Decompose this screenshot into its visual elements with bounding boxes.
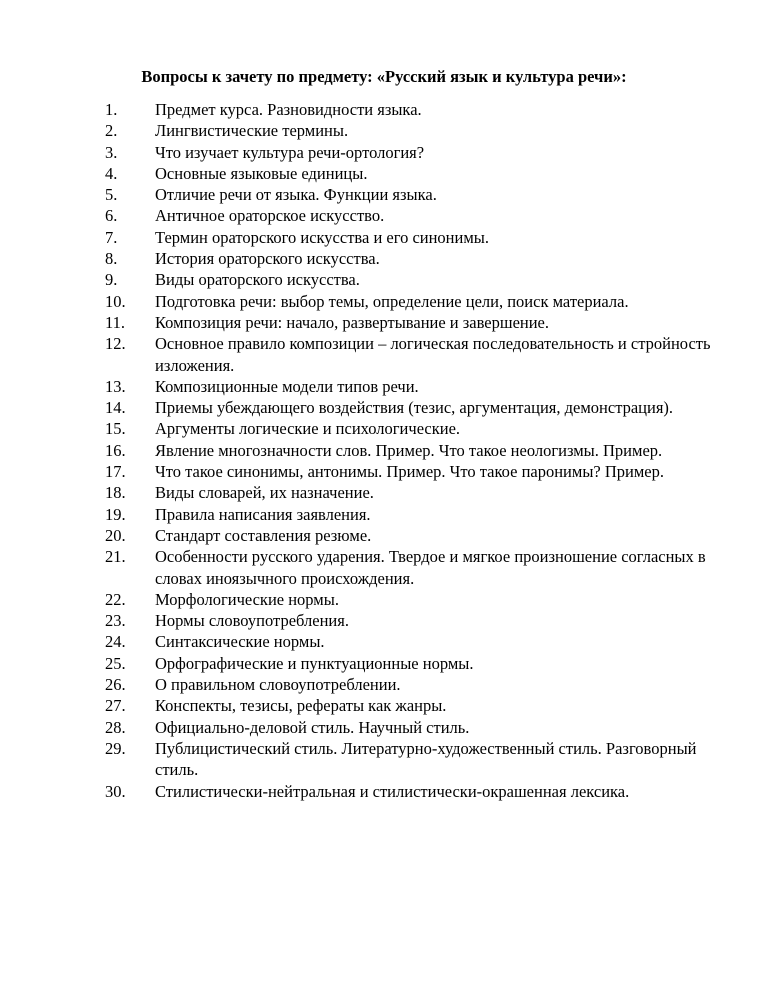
item-number: 14. [105, 398, 126, 418]
item-text: Предмет курса. Разновидности языка. [155, 100, 422, 119]
item-text: Правила написания заявления. [155, 504, 371, 524]
list-item [105, 525, 715, 546]
list-item [105, 397, 715, 418]
list-item [105, 142, 715, 163]
item-text: Подготовка речи: выбор темы, определение цели, поиск материала. [155, 291, 629, 311]
list-item [105, 440, 715, 461]
item-text: Основное правило композиции – логическая последовательность и стройность изложения. [155, 334, 711, 375]
item-number: 11. [105, 312, 126, 332]
item-number: 28. [105, 717, 126, 737]
item-text: Особенности русского ударения. Твердое и мягкое произношение согласных в словах иноязычного происхождения. [155, 547, 706, 588]
list-item [105, 482, 715, 503]
item-number: 12. [105, 334, 126, 354]
item-text: Виды словарей, их назначение. [155, 483, 374, 503]
item-text: Что такое синонимы, антонимы. Пример. Что такое паронимы? Пример. [155, 462, 665, 482]
item-number: 15. [105, 419, 126, 439]
item-number: 1. [105, 100, 118, 119]
item-number: 4. [105, 163, 118, 183]
item-text: Приемы убеждающего воздействия (тезис, аргументация, демонстрация). [155, 398, 674, 418]
item-number: 5. [105, 185, 118, 205]
item-number: 17. [105, 462, 126, 482]
item-text: Конспекты, тезисы, рефераты как жанры. [155, 696, 447, 716]
list-item [105, 184, 715, 205]
item-number: 26. [105, 675, 126, 695]
item-text: Композиция речи: начало, развертывание и завершение. [155, 312, 550, 332]
item-number: 16. [105, 440, 126, 460]
item-text: Лингвистические термины. [155, 121, 349, 141]
list-item [105, 205, 715, 226]
item-text: Отличие речи от языка. Функции языка. [155, 185, 437, 205]
list-item [105, 674, 715, 695]
item-number: 18. [105, 483, 126, 503]
list-item [105, 631, 715, 652]
item-number: 22. [105, 589, 126, 609]
item-number: 19. [105, 504, 126, 524]
item-number: 9. [105, 270, 118, 290]
item-number: 3. [105, 142, 118, 162]
document-title: Вопросы к зачету по предмету: «Русский язык и культура речи»: [141, 67, 627, 86]
list-item [105, 461, 715, 482]
item-number: 7. [105, 227, 118, 247]
item-text: Аргументы логические и психологические. [155, 419, 461, 439]
item-number: 10. [105, 291, 126, 311]
item-text: Что изучает культура речи-ортология? [155, 142, 425, 162]
list-item [105, 120, 715, 141]
list-item [105, 312, 715, 333]
list-item [105, 589, 715, 610]
item-number: 25. [105, 653, 126, 673]
list-item [105, 248, 715, 269]
list-item [105, 163, 715, 184]
item-number: 21. [105, 547, 126, 567]
item-text: Морфологические нормы. [155, 589, 339, 609]
item-number: 13. [105, 376, 126, 396]
list-item [105, 418, 715, 439]
item-text: Официально-деловой стиль. Научный стиль. [155, 717, 470, 737]
item-number: 23. [105, 611, 126, 631]
item-text: Стандарт составления резюме. [155, 525, 372, 545]
list-item [105, 376, 715, 397]
item-number: 27. [105, 696, 126, 716]
item-text: Синтаксические нормы. [155, 632, 325, 652]
list-item [105, 546, 715, 589]
list-item [105, 695, 715, 716]
item-text: Стилистически-нейтральная и стилистически-окрашенная лексика. [155, 781, 630, 801]
list-item [105, 269, 715, 290]
list-item [105, 227, 715, 248]
list-item [105, 99, 715, 120]
list-item [105, 717, 715, 738]
item-text: История ораторского искусства. [155, 249, 380, 269]
item-number: 30. [105, 781, 126, 801]
item-text: Явление многозначности слов. Пример. Что такое неологизмы. Пример. [155, 440, 663, 460]
list-item [105, 781, 715, 802]
item-number: 6. [105, 206, 118, 226]
list-item [105, 653, 715, 674]
list-item [105, 504, 715, 525]
list-item [105, 610, 715, 631]
list-item [105, 738, 715, 781]
item-text: Термин ораторского искусства и его синонимы. [155, 227, 489, 247]
item-number: 29. [105, 738, 126, 758]
item-text: Орфографические и пунктуационные нормы. [155, 653, 474, 673]
item-number: 24. [105, 632, 126, 652]
item-text: Нормы словоупотребления. [155, 611, 349, 631]
item-text: Античное ораторское искусство. [155, 206, 385, 226]
item-text: Виды ораторского искусства. [155, 270, 360, 290]
questions-list [105, 99, 715, 802]
item-number: 20. [105, 525, 126, 545]
item-number: 8. [105, 249, 118, 269]
list-item [105, 333, 715, 376]
list-item [105, 291, 715, 312]
item-text: Публицистический стиль. Литературно-художественный стиль. Разговорный стиль. [155, 738, 697, 780]
item-text: О правильном словоупотреблении. [155, 675, 401, 695]
item-text: Композиционные модели типов речи. [155, 376, 419, 396]
item-text: Основные языковые единицы. [155, 163, 368, 183]
item-number: 2. [105, 121, 118, 141]
